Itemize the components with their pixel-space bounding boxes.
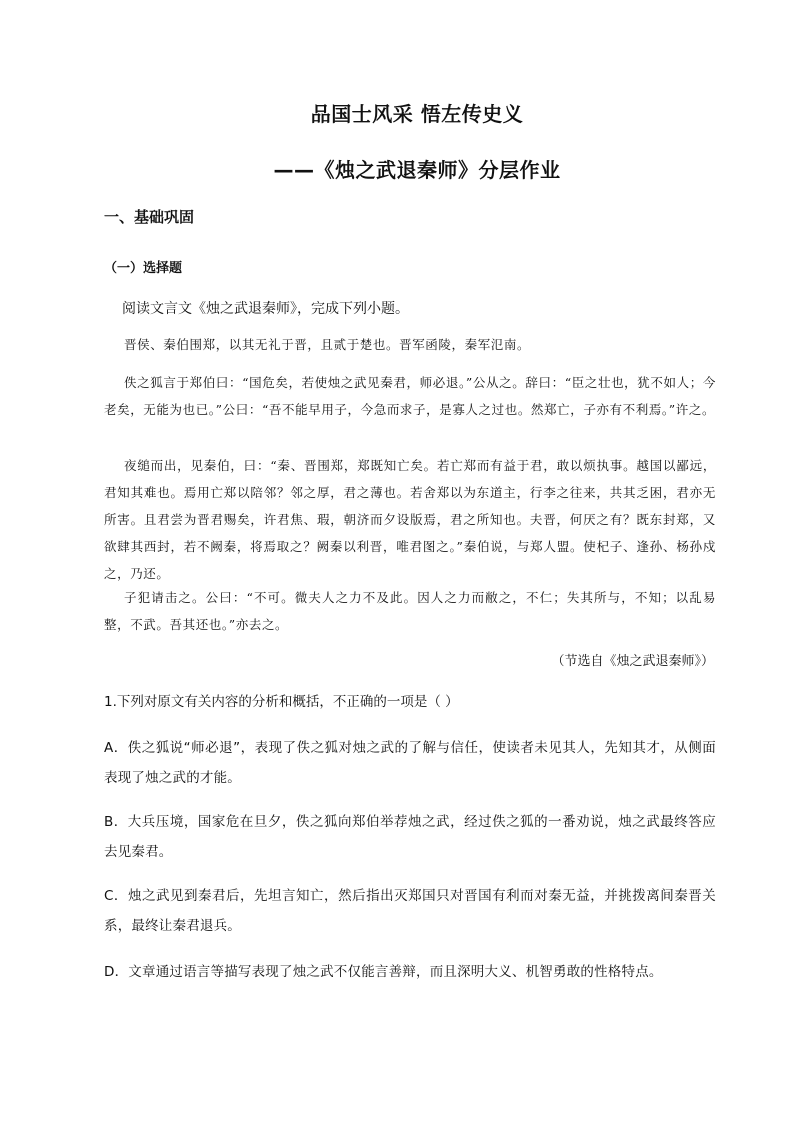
question-stem: 1.下列对原文有关内容的分析和概括，不正确的一项是（ ） bbox=[104, 694, 459, 710]
option-a: A．佚之狐说“师必退”，表现了佚之狐对烛之武的了解与信任，使读者未见其人，先知其才，从侧面表现了烛之武的才能。 bbox=[104, 740, 716, 786]
option-d: D．文章通过语言等描写表现了烛之武不仅能言善辩，而且深明大义、机智勇敢的性格特点。 bbox=[104, 964, 663, 980]
passage-paragraph: 晋侯、秦伯围郑，以其无礼于晋，且贰于楚也。晋军函陵，秦军氾南。 bbox=[124, 337, 531, 352]
section-heading: 一、基础巩固 bbox=[104, 208, 195, 226]
document-title: 品国士风采 悟左传史义 bbox=[310, 102, 524, 126]
passage-paragraph: 夜缒而出，见秦伯，曰：“秦、晋围郑，郑既知亡矣。若亡郑而有益于君，敢以烦执事。越国以鄙远，君知其难也。焉用亡郑以陪邻？邻之厚，君之薄也。若舍郑以为东道主，行李之往来，共其乏困，君亦无所害。且君尝为晋君赐矣，许君焦、瑕，朝济而夕设版焉，君之所知也。夫晋，何厌之有？既东封郑，又欲肆其西封，若不阙秦，将焉取之？阙秦以利晋，唯君图之。”秦伯说，与郑人盟。使杞子、逢孙、杨孙戍之，乃还。 bbox=[104, 458, 716, 581]
reading-instruction: 阅读文言文《烛之武退秦师》，完成下列小题。 bbox=[122, 301, 409, 317]
option-c: C．烛之武见到秦君后，先坦言知亡，然后指出灭郑国只对晋国有利而对秦无益，并挑拨离间秦晋关系，最终让秦君退兵。 bbox=[104, 888, 716, 934]
document-subtitle: ——《烛之武退秦师》分层作业 bbox=[273, 158, 561, 182]
option-b: B．大兵压境，国家危在旦夕，佚之狐向郑伯举荐烛之武，经过佚之狐的一番劝说，烛之武最终答应去见秦君。 bbox=[104, 814, 716, 860]
passage-paragraph: 子犯请击之。公曰：“不可。微夫人之力不及此。因人之力而敝之，不仁；失其所与，不知；以乱易整，不武。吾其还也。”亦去之。 bbox=[104, 590, 716, 632]
subsection-heading: （一）选择题 bbox=[104, 261, 183, 276]
passage-source: （节选自《烛之武退秦师》） bbox=[551, 654, 714, 669]
passage-paragraph: 佚之狐言于郑伯曰：“国危矣，若使烛之武见秦君，师必退。”公从之。辞曰：“臣之壮也，犹不如人；今老矣，无能为也已。”公曰：“吾不能早用子，今急而求子，是寡人之过也。然郑亡，子亦有不利焉。”许之。 bbox=[104, 375, 716, 417]
